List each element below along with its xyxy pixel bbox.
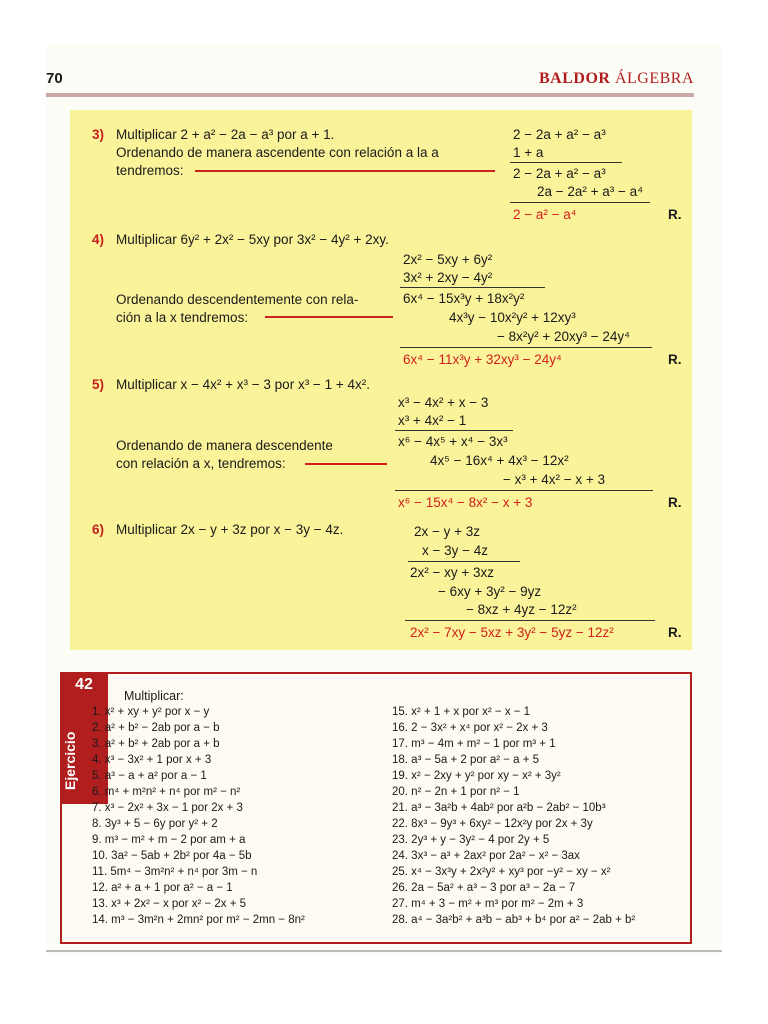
example-4-number: 4) bbox=[92, 232, 105, 247]
exercise-item: 27. m⁴ + 3 − m² + m³ por m² − 2m + 3 bbox=[392, 898, 584, 910]
rule bbox=[400, 347, 652, 348]
exercise-number: 42 bbox=[75, 676, 93, 693]
e4-row-4: 4x³y − 10x²y² + 12xy³ bbox=[449, 310, 576, 325]
exercise-item: 16. 2 − 3x² + x⁴ por x² − 2x + 3 bbox=[392, 722, 548, 734]
e4-row-2: 3x² + 2xy − 4y² bbox=[403, 270, 493, 285]
e3-row-2: 1 + a bbox=[513, 145, 544, 160]
example-3-number: 3) bbox=[92, 127, 105, 142]
exercise-item: 10. 3a² − 5ab + 2b² por 4a − 5b bbox=[92, 850, 252, 862]
example-5-note-1: Ordenando de manera descendente bbox=[116, 438, 333, 453]
rule bbox=[510, 202, 650, 203]
rule bbox=[510, 162, 622, 163]
exercise-item: 25. x⁴ − 3x³y + 2x²y² + xy³ por −y² − xy − x² bbox=[392, 866, 611, 878]
arrow bbox=[195, 170, 495, 172]
e3-row-1: 2 − 2a + a² − a³ bbox=[513, 127, 606, 142]
exercise-label: Ejercicio bbox=[62, 731, 78, 790]
e6-row-3: 2x² − xy + 3xz bbox=[410, 565, 495, 580]
e5-result: x⁶ − 15x⁴ − 8x² − x + 3 bbox=[398, 495, 533, 510]
e5-row-4: 4x⁵ − 16x⁴ + 4x³ − 12x² bbox=[430, 453, 569, 468]
arrow bbox=[265, 316, 393, 318]
exercise-item: 4. x³ − 3x² + 1 por x + 3 bbox=[92, 754, 212, 766]
e4-row-3: 6x⁴ − 15x³y + 18x²y² bbox=[403, 291, 525, 306]
example-5-statement: Multiplicar x − 4x² + x³ − 3 por x³ − 1 + 4x². bbox=[116, 377, 370, 392]
exercise-item: 9. m³ − m² + m − 2 por am + a bbox=[92, 834, 246, 846]
brand-title bbox=[539, 70, 694, 88]
exercise-item: 20. n² − 2n + 1 por n² − 1 bbox=[392, 786, 520, 798]
rule bbox=[405, 620, 655, 621]
e5-row-1: x³ − 4x² + x − 3 bbox=[398, 395, 489, 410]
exercise-item: 2. a² + b² − 2ab por a − b bbox=[92, 722, 220, 734]
exercise-item: 19. x² − 2xy + y² por xy − x² + 3y² bbox=[392, 770, 561, 782]
exercise-title: Multiplicar: bbox=[124, 689, 184, 703]
exercise-item: 5. a³ − a + a² por a − 1 bbox=[92, 770, 207, 782]
e3-row-3: 2 − 2a + a² − a³ bbox=[513, 166, 606, 181]
e4-row-1: 2x² − 5xy + 6y² bbox=[403, 252, 493, 267]
result-marker: R. bbox=[668, 207, 682, 222]
page-bottom-shadow bbox=[46, 950, 722, 952]
exercise-item: 6. m⁴ + m²n² + n⁴ por m² − n² bbox=[92, 786, 241, 798]
rule bbox=[400, 287, 545, 288]
exercise-item: 17. m³ − 4m + m² − 1 por m³ + 1 bbox=[392, 738, 556, 750]
exercise-item: 12. a² + a + 1 por a² − a − 1 bbox=[92, 882, 233, 894]
rule bbox=[395, 430, 513, 431]
exercise-item: 22. 8x³ − 9y³ + 6xy² − 12x²y por 2x + 3y bbox=[392, 818, 593, 830]
arrow bbox=[305, 463, 387, 465]
brand-name: BALDOR bbox=[538, 70, 611, 87]
rule bbox=[395, 490, 653, 491]
result-marker: R. bbox=[668, 352, 682, 367]
e5-row-2: x³ + 4x² − 1 bbox=[398, 413, 467, 428]
e6-result: 2x² − 7xy − 5xz + 3y² − 5yz − 12z² bbox=[410, 625, 614, 640]
e4-row-5: − 8x²y² + 20xy³ − 24y⁴ bbox=[497, 329, 630, 344]
example-3-statement: Multiplicar 2 + a² − 2a − a³ por a + 1. bbox=[116, 127, 335, 142]
example-6-statement: Multiplicar 2x − y + 3z por x − 3y − 4z. bbox=[116, 522, 344, 537]
exercise-item: 21. a³ − 3a²b + 4ab² por a²b − 2ab² − 10b³ bbox=[392, 802, 606, 814]
example-5-number: 5) bbox=[92, 377, 105, 392]
example-4-statement: Multiplicar 6y² + 2x² − 5xy por 3x² − 4y² + 2xy. bbox=[116, 232, 389, 247]
exercise-item: 7. x³ − 2x² + 3x − 1 por 2x + 3 bbox=[92, 802, 243, 814]
exercise-item: 18. a³ − 5a + 2 por a² − a + 5 bbox=[392, 754, 540, 766]
example-6-number: 6) bbox=[92, 522, 105, 537]
exercise-item: 26. 2a − 5a² + a³ − 3 por a³ − 2a − 7 bbox=[392, 882, 576, 894]
e6-row-1: 2x − y + 3z bbox=[414, 524, 481, 539]
exercise-item: 3. a² + b² + 2ab por a + b bbox=[92, 738, 220, 750]
page-number: 70 bbox=[46, 70, 63, 87]
e3-row-4: 2a − 2a² + a³ − a⁴ bbox=[537, 184, 643, 199]
e3-result: 2 − a² − a⁴ bbox=[513, 207, 577, 222]
e6-row-5: − 8xz + 4yz − 12z² bbox=[466, 602, 577, 617]
example-4-note-2: ción a la x tendremos: bbox=[116, 310, 249, 325]
exercise-item: 24. 3x³ − a³ + 2ax² por 2a² − x² − 3ax bbox=[392, 850, 580, 862]
exercise-item: 14. m³ − 3m²n + 2mn² por m² − 2mn − 8n² bbox=[92, 914, 305, 926]
example-3-note-1: Ordenando de manera ascendente con relación a la a bbox=[116, 145, 439, 160]
header-rule bbox=[46, 93, 694, 97]
e5-row-3: x⁶ − 4x⁵ + x⁴ − 3x³ bbox=[398, 434, 508, 449]
exercise-item: 23. 2y³ + y − 3y² − 4 por 2y + 5 bbox=[392, 834, 550, 846]
result-marker: R. bbox=[668, 625, 682, 640]
e6-row-4: − 6xy + 3y² − 9yz bbox=[438, 584, 542, 599]
rule bbox=[408, 561, 520, 562]
e4-result: 6x⁴ − 11x³y + 32xy³ − 24y⁴ bbox=[403, 352, 562, 367]
example-5-note-2: con relación a x, tendremos: bbox=[116, 456, 286, 471]
exercise-item: 15. x² + 1 + x por x² − x − 1 bbox=[392, 706, 531, 718]
exercise-item: 11. 5m⁴ − 3m²n² + n⁴ por 3m − n bbox=[92, 866, 258, 878]
exercise-item: 1. x² + xy + y² por x − y bbox=[92, 706, 210, 718]
brand-subtitle: ÁLGEBRA bbox=[614, 70, 694, 87]
result-marker: R. bbox=[668, 495, 682, 510]
exercise-item: 28. a⁴ − 3a²b² + a³b − ab³ + b⁴ por a² − 2ab + b² bbox=[392, 914, 636, 926]
exercise-item: 8. 3y³ + 5 − 6y por y² + 2 bbox=[92, 818, 218, 830]
e6-row-2: x − 3y − 4z bbox=[422, 543, 489, 558]
example-4-note-1: Ordenando descendentemente con rela- bbox=[116, 292, 359, 307]
exercise-item: 13. x³ + 2x² − x por x² − 2x + 5 bbox=[92, 898, 247, 910]
example-3-note-2: tendremos: bbox=[116, 163, 184, 178]
e5-row-5: − x³ + 4x² − x + 3 bbox=[503, 472, 606, 487]
